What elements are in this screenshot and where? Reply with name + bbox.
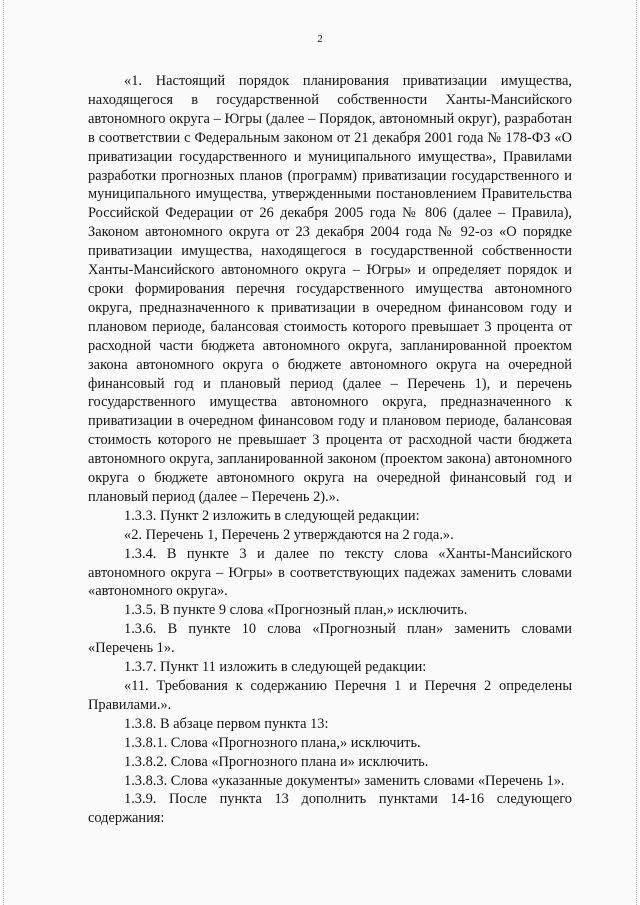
paragraph-punkt-11-text: «11. Требования к содержанию Перечня 1 и Перечня 2 определены Правилами.».: [88, 678, 572, 713]
paragraph-punkt-2-text: «2. Перечень 1, Перечень 2 утверждаются на 2 года.».: [124, 526, 454, 543]
paragraph-1-3-9: 1.3.9. После пункта 13 дополнить пунктами 14-16 следующего содержания:: [88, 791, 572, 827]
paragraph-1-3-6: 1.3.6. В пункте 10 слова «Прогнозный план» заменить словами «Перечень 1».: [88, 621, 572, 657]
paragraph-1-3-5: 1.3.5. В пункте 9 слова «Прогнозный план,» исключить.: [124, 602, 468, 619]
paragraph-1-3-8: 1.3.8. В абзаце первом пункта 13:: [124, 715, 329, 732]
paragraph-1-3-4: 1.3.4. В пункте 3 и далее по тексту слова «Ханты-Мансийского автономного округа – Югры» в соответствующих падежах заменить словами «автономного округа».: [88, 545, 572, 600]
paragraph-1-3-8-3: 1.3.8.3. Слова «указанные документы» заменить словами «Перечень 1».: [124, 772, 565, 789]
paragraph-1-3-8-1: 1.3.8.1. Слова «Прогнозного плана,» исключить.: [124, 734, 421, 751]
paragraph-1-3-7: 1.3.7. Пункт 11 изложить в следующей редакции:: [124, 659, 427, 676]
paragraph-1-porjadok: «1. Настоящий порядок планирования приватизации имущества, находящегося в государственной собственности Ханты-Мансийского автономного округа – Югры (далее – Порядок, автономный округ), разработан в соответствии с Федеральным законом от 21 декабря 2001 года № 178-ФЗ «О приватизации государственного и муниципального имущества», Правилами разработки прогнозных планов (программ) приватизации государственного и муниципального имущества, утвержденными постановлением Правительства Российской Федерации от 26 декабря 2005 года № 806 (далее – Правила), Законом автономного округа от 23 декабря 2004 года № 92-оз «О порядке приватизации имущества, находящегося в государственной собственности Ханты-Мансийского автономного округа – Югры» и определяет порядок и сроки формирования перечня государственного имущества автономного округа, предназначенного к приватизации в очередном финансовом году и плановом периоде, балансовая стоимость которого превышает 3 процента от расходной части бюджета автономного округа, запланированной проектом закона автономного округа о бюджете автономного округа на очередной финансовый год и плановый период (далее – Перечень 1), и перечень государственного имущества автономного округа, предназначенного к приватизации в очередном финансовом году и плановом периоде, балансовая стоимость которого не превышает 3 процента от расходной части бюджета автономного округа, запланированной законом (проектом закона) автономного округа о бюджете автономного округа на очередной финансовый год и плановый период (далее – Перечень 2).».: [88, 73, 572, 505]
paragraph-1-3-8-2: 1.3.8.2. Слова «Прогнозного плана и» исключить.: [124, 753, 429, 770]
page-number: 2: [317, 33, 323, 45]
paragraph-1-3-3: 1.3.3. Пункт 2 изложить в следующей редакции:: [124, 507, 420, 524]
document-body: [88, 72, 572, 828]
